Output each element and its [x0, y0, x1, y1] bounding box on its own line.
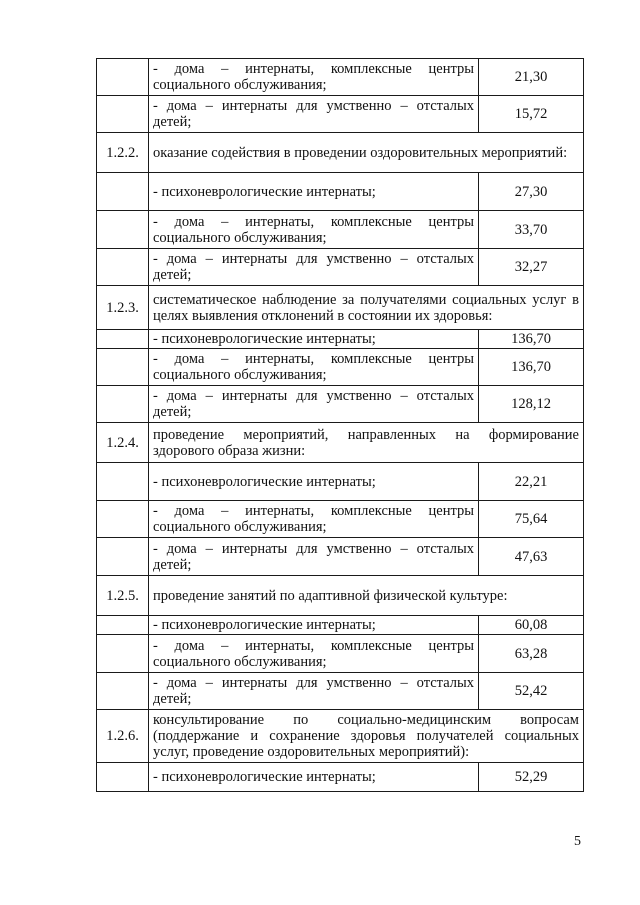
table-row — [97, 59, 584, 96]
section-row — [97, 133, 584, 173]
row-number — [97, 616, 149, 635]
row-number — [97, 173, 149, 211]
table-row — [97, 249, 584, 286]
table-row — [97, 616, 584, 635]
row-number — [97, 463, 149, 501]
table-row — [97, 386, 584, 423]
row-value: 15,72 — [479, 96, 584, 133]
row-number — [97, 330, 149, 349]
section-row — [97, 710, 584, 763]
row-number: 1.2.3. — [97, 286, 149, 330]
row-description: - дома – интернаты, комплексные центры социального обслуживания; — [149, 501, 479, 538]
row-description: - психоневрологические интернаты; — [149, 616, 479, 635]
row-description: - психоневрологические интернаты; — [149, 330, 479, 349]
row-value: 21,30 — [479, 59, 584, 96]
row-description: - дома – интернаты для умственно – отсталых детей; — [149, 386, 479, 423]
row-value: 60,08 — [479, 616, 584, 635]
table-row — [97, 501, 584, 538]
row-number: 1.2.6. — [97, 710, 149, 763]
row-number — [97, 386, 149, 423]
row-number — [97, 96, 149, 133]
table-body — [97, 59, 584, 792]
row-description: - психоневрологические интернаты; — [149, 763, 479, 792]
row-number: 1.2.2. — [97, 133, 149, 173]
row-value: 136,70 — [479, 349, 584, 386]
tariff-table — [96, 58, 584, 792]
row-value: 33,70 — [479, 211, 584, 249]
row-number: 1.2.4. — [97, 423, 149, 463]
row-value: 75,64 — [479, 501, 584, 538]
table-row — [97, 211, 584, 249]
row-value: 63,28 — [479, 635, 584, 673]
section-row — [97, 423, 584, 463]
table-row — [97, 763, 584, 792]
row-number — [97, 349, 149, 386]
row-description: - дома – интернаты, комплексные центры социального обслуживания; — [149, 211, 479, 249]
row-description: - дома – интернаты для умственно – отсталых детей; — [149, 249, 479, 286]
section-title: проведение занятий по адаптивной физической культуре: — [149, 576, 584, 616]
table-row — [97, 635, 584, 673]
page-number: 5 — [574, 834, 581, 849]
row-number: 1.2.5. — [97, 576, 149, 616]
section-row — [97, 576, 584, 616]
row-value: 32,27 — [479, 249, 584, 286]
section-title: проведение мероприятий, направленных на формирование здорового образа жизни: — [149, 423, 584, 463]
row-number — [97, 538, 149, 576]
row-number — [97, 59, 149, 96]
row-number — [97, 501, 149, 538]
table-row — [97, 173, 584, 211]
row-description: - дома – интернаты для умственно – отсталых детей; — [149, 96, 479, 133]
row-value: 136,70 — [479, 330, 584, 349]
row-description: - дома – интернаты, комплексные центры социального обслуживания; — [149, 59, 479, 96]
section-title: систематическое наблюдение за получателями социальных услуг в целях выявления отклонений в состоянии их здоровья: — [149, 286, 584, 330]
row-description: - дома – интернаты, комплексные центры социального обслуживания; — [149, 635, 479, 673]
row-number — [97, 249, 149, 286]
row-description: - психоневрологические интернаты; — [149, 173, 479, 211]
row-value: 52,42 — [479, 673, 584, 710]
row-description: - психоневрологические интернаты; — [149, 463, 479, 501]
row-description: - дома – интернаты для умственно – отсталых детей; — [149, 538, 479, 576]
table-row — [97, 96, 584, 133]
section-title: оказание содействия в проведении оздоровительных мероприятий: — [149, 133, 584, 173]
table-row — [97, 463, 584, 501]
row-description: - дома – интернаты, комплексные центры социального обслуживания; — [149, 349, 479, 386]
row-value: 47,63 — [479, 538, 584, 576]
table-row — [97, 673, 584, 710]
row-number — [97, 211, 149, 249]
row-value: 52,29 — [479, 763, 584, 792]
row-description: - дома – интернаты для умственно – отсталых детей; — [149, 673, 479, 710]
row-number — [97, 635, 149, 673]
row-number — [97, 673, 149, 710]
table-row — [97, 349, 584, 386]
table-row — [97, 538, 584, 576]
row-number — [97, 763, 149, 792]
row-value: 128,12 — [479, 386, 584, 423]
section-row — [97, 286, 584, 330]
table-row — [97, 330, 584, 349]
section-title: консультирование по социально-медицинским вопросам (поддержание и сохранение здоровья получателей социальных услуг, проведение оздоровительных мероприятий): — [149, 710, 584, 763]
row-value: 27,30 — [479, 173, 584, 211]
row-value: 22,21 — [479, 463, 584, 501]
